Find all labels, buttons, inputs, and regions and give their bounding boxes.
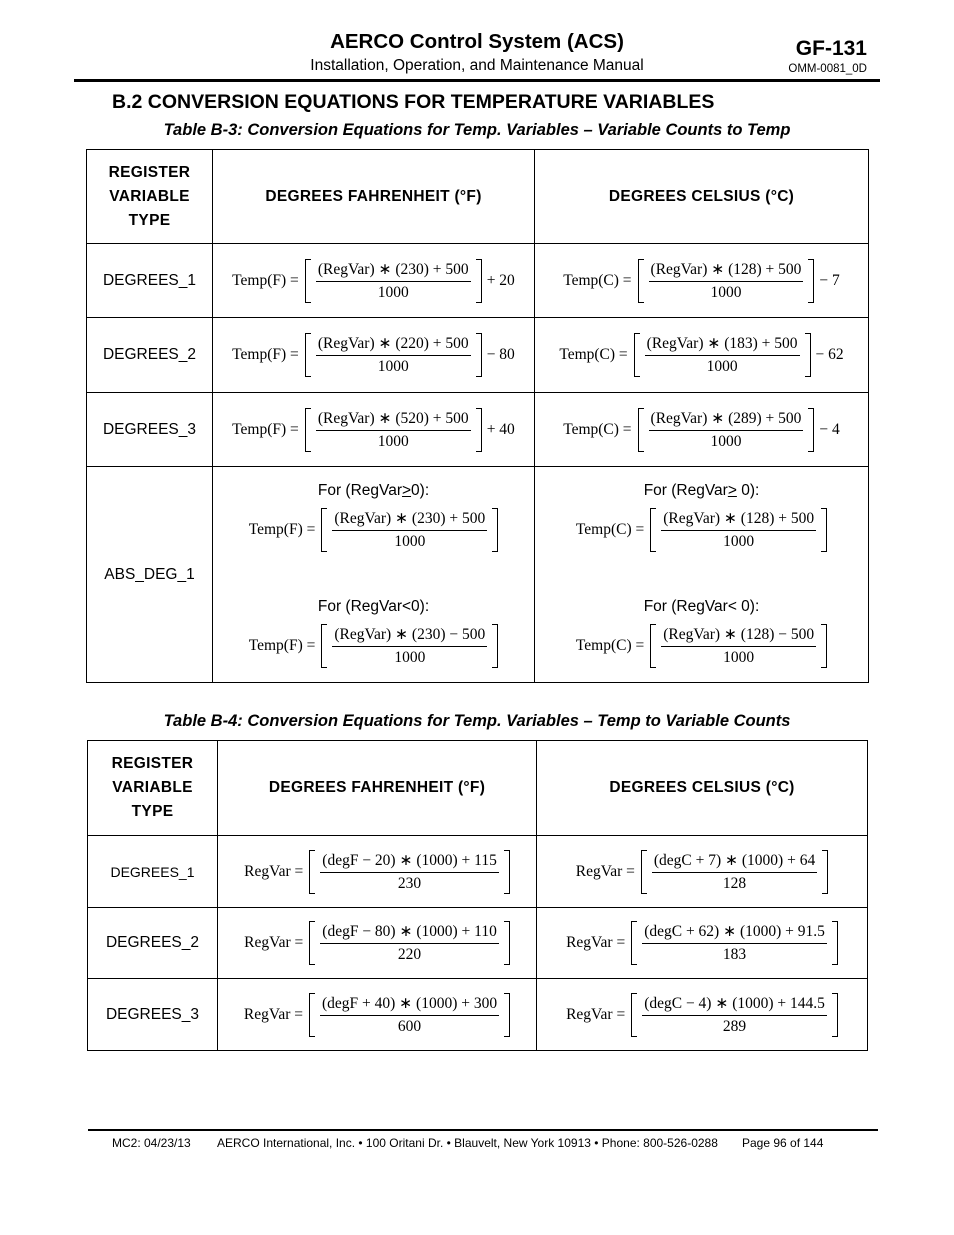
fahrenheit-equation: Temp(F) = $\frac{\text{(RegVar) ∗ (220) + 500}}{1000}$ − 80 — [213, 318, 535, 393]
doc-code: OMM-0081_0D — [788, 63, 867, 75]
table-b4-caption: Table B-4: Conversion Equations for Temp. Variables – Temp to Variable Counts — [163, 712, 791, 730]
celsius-equation: RegVar = $\frac{\text{(degC + 62) ∗ (1000) + 91.5}}{183}$ — [537, 908, 868, 979]
register-type: DEGREES_1 — [88, 836, 218, 908]
table-row — [87, 467, 869, 683]
celsius-equation: Temp(C) = $\frac{\text{(RegVar) ∗ (289) + 500}}{1000}$ − 4 — [535, 393, 869, 467]
header-fahrenheit: DEGREES FAHRENHEIT (°F) — [218, 741, 537, 836]
table-b4-header-row — [88, 741, 868, 836]
register-type: DEGREES_3 — [87, 393, 213, 467]
table-row — [88, 908, 868, 979]
fahrenheit-equation: Temp(F) = $\frac{\text{(RegVar) ∗ (520) + 500}}{1000}$ + 40 — [213, 393, 535, 467]
header-register-type: REGISTER VARIABLE TYPE — [87, 150, 213, 244]
table-b3 — [86, 149, 869, 683]
condition-negative: For (RegVar<0): — [317, 597, 430, 615]
celsius-equation: Temp(C) = $\frac{\text{(RegVar) ∗ (183) + 500}}{1000}$ − 62 — [535, 318, 869, 393]
register-type: ABS_DEG_1 — [87, 467, 213, 683]
table-row — [87, 318, 869, 393]
register-type: DEGREES_1 — [87, 244, 213, 318]
fahrenheit-equation: For (RegVar>0): Temp(F) = $\frac{\text{(RegVar) ∗ (230) + 500}}{1000}$ For (RegVar<0): Temp(F) = $\frac{\text{(RegVar) ∗ (230) − 500}}{1000}$ — [213, 467, 535, 683]
header-celsius: DEGREES CELSIUS (°C) — [537, 741, 868, 836]
header-fahrenheit: DEGREES FAHRENHEIT (°F) — [213, 150, 535, 244]
header-register-type: REGISTER VARIABLE TYPE — [88, 741, 218, 836]
register-type: DEGREES_3 — [88, 979, 218, 1051]
condition-positive: For (RegVar> 0): — [643, 481, 760, 499]
header-subtitle: Installation, Operation, and Maintenance Manual — [310, 57, 644, 74]
footer-date: MC2: 04/23/13 — [112, 1136, 191, 1150]
fahrenheit-equation: RegVar = $\frac{\text{(degF − 80) ∗ (1000) + 110}}{220}$ — [218, 908, 537, 979]
register-type: DEGREES_2 — [87, 318, 213, 393]
table-row — [87, 393, 869, 467]
table-b3-header-row — [87, 150, 869, 244]
doc-number: GF-131 — [795, 37, 867, 60]
table-row — [87, 244, 869, 318]
register-type: DEGREES_2 — [88, 908, 218, 979]
table-b4 — [87, 740, 868, 1051]
header-rule — [74, 79, 880, 82]
footer-page: Page 96 of 144 — [742, 1136, 824, 1150]
condition-negative: For (RegVar< 0): — [643, 597, 760, 615]
table-row — [88, 979, 868, 1051]
table-b3-caption: Table B-3: Conversion Equations for Temp. Variables – Variable Counts to Temp — [163, 121, 791, 139]
celsius-equation: RegVar = $\frac{\text{(degC + 7) ∗ (1000) + 64}}{128}$ — [537, 836, 868, 908]
fahrenheit-equation: RegVar = $\frac{\text{(degF − 20) ∗ (1000) + 115}}{230}$ — [218, 836, 537, 908]
condition-positive: For (RegVar>0): — [317, 481, 430, 499]
footer-company: AERCO International, Inc. • 100 Oritani Dr. • Blauvelt, New York 10913 • Phone: 800-526-0288 — [217, 1136, 718, 1150]
celsius-equation: For (RegVar> 0): Temp(C) = $\frac{\text{(RegVar) ∗ (128) + 500}}{1000}$ For (RegVar< 0): Temp(C) = $\frac{\text{(RegVar) ∗ (128) − 500}}{1000}$ — [535, 467, 869, 683]
fahrenheit-equation: Temp(F) = $\frac{\text{(RegVar) ∗ (230) + 500}}{1000}$ + 20 — [213, 244, 535, 318]
header-celsius: DEGREES CELSIUS (°C) — [535, 150, 869, 244]
table-row — [88, 836, 868, 908]
fahrenheit-equation: RegVar = $\frac{\text{(degF + 40) ∗ (1000) + 300}}{600}$ — [218, 979, 537, 1051]
celsius-equation: RegVar = $\frac{\text{(degC − 4) ∗ (1000) + 144.5}}{289}$ — [537, 979, 868, 1051]
header-title: AERCO Control System (ACS) — [330, 30, 624, 53]
section-title: B.2 CONVERSION EQUATIONS FOR TEMPERATURE VARIABLES — [112, 91, 715, 113]
celsius-equation: Temp(C) = $\frac{\text{(RegVar) ∗ (128) + 500}}{1000}$ − 7 — [535, 244, 869, 318]
footer-rule — [88, 1129, 878, 1131]
